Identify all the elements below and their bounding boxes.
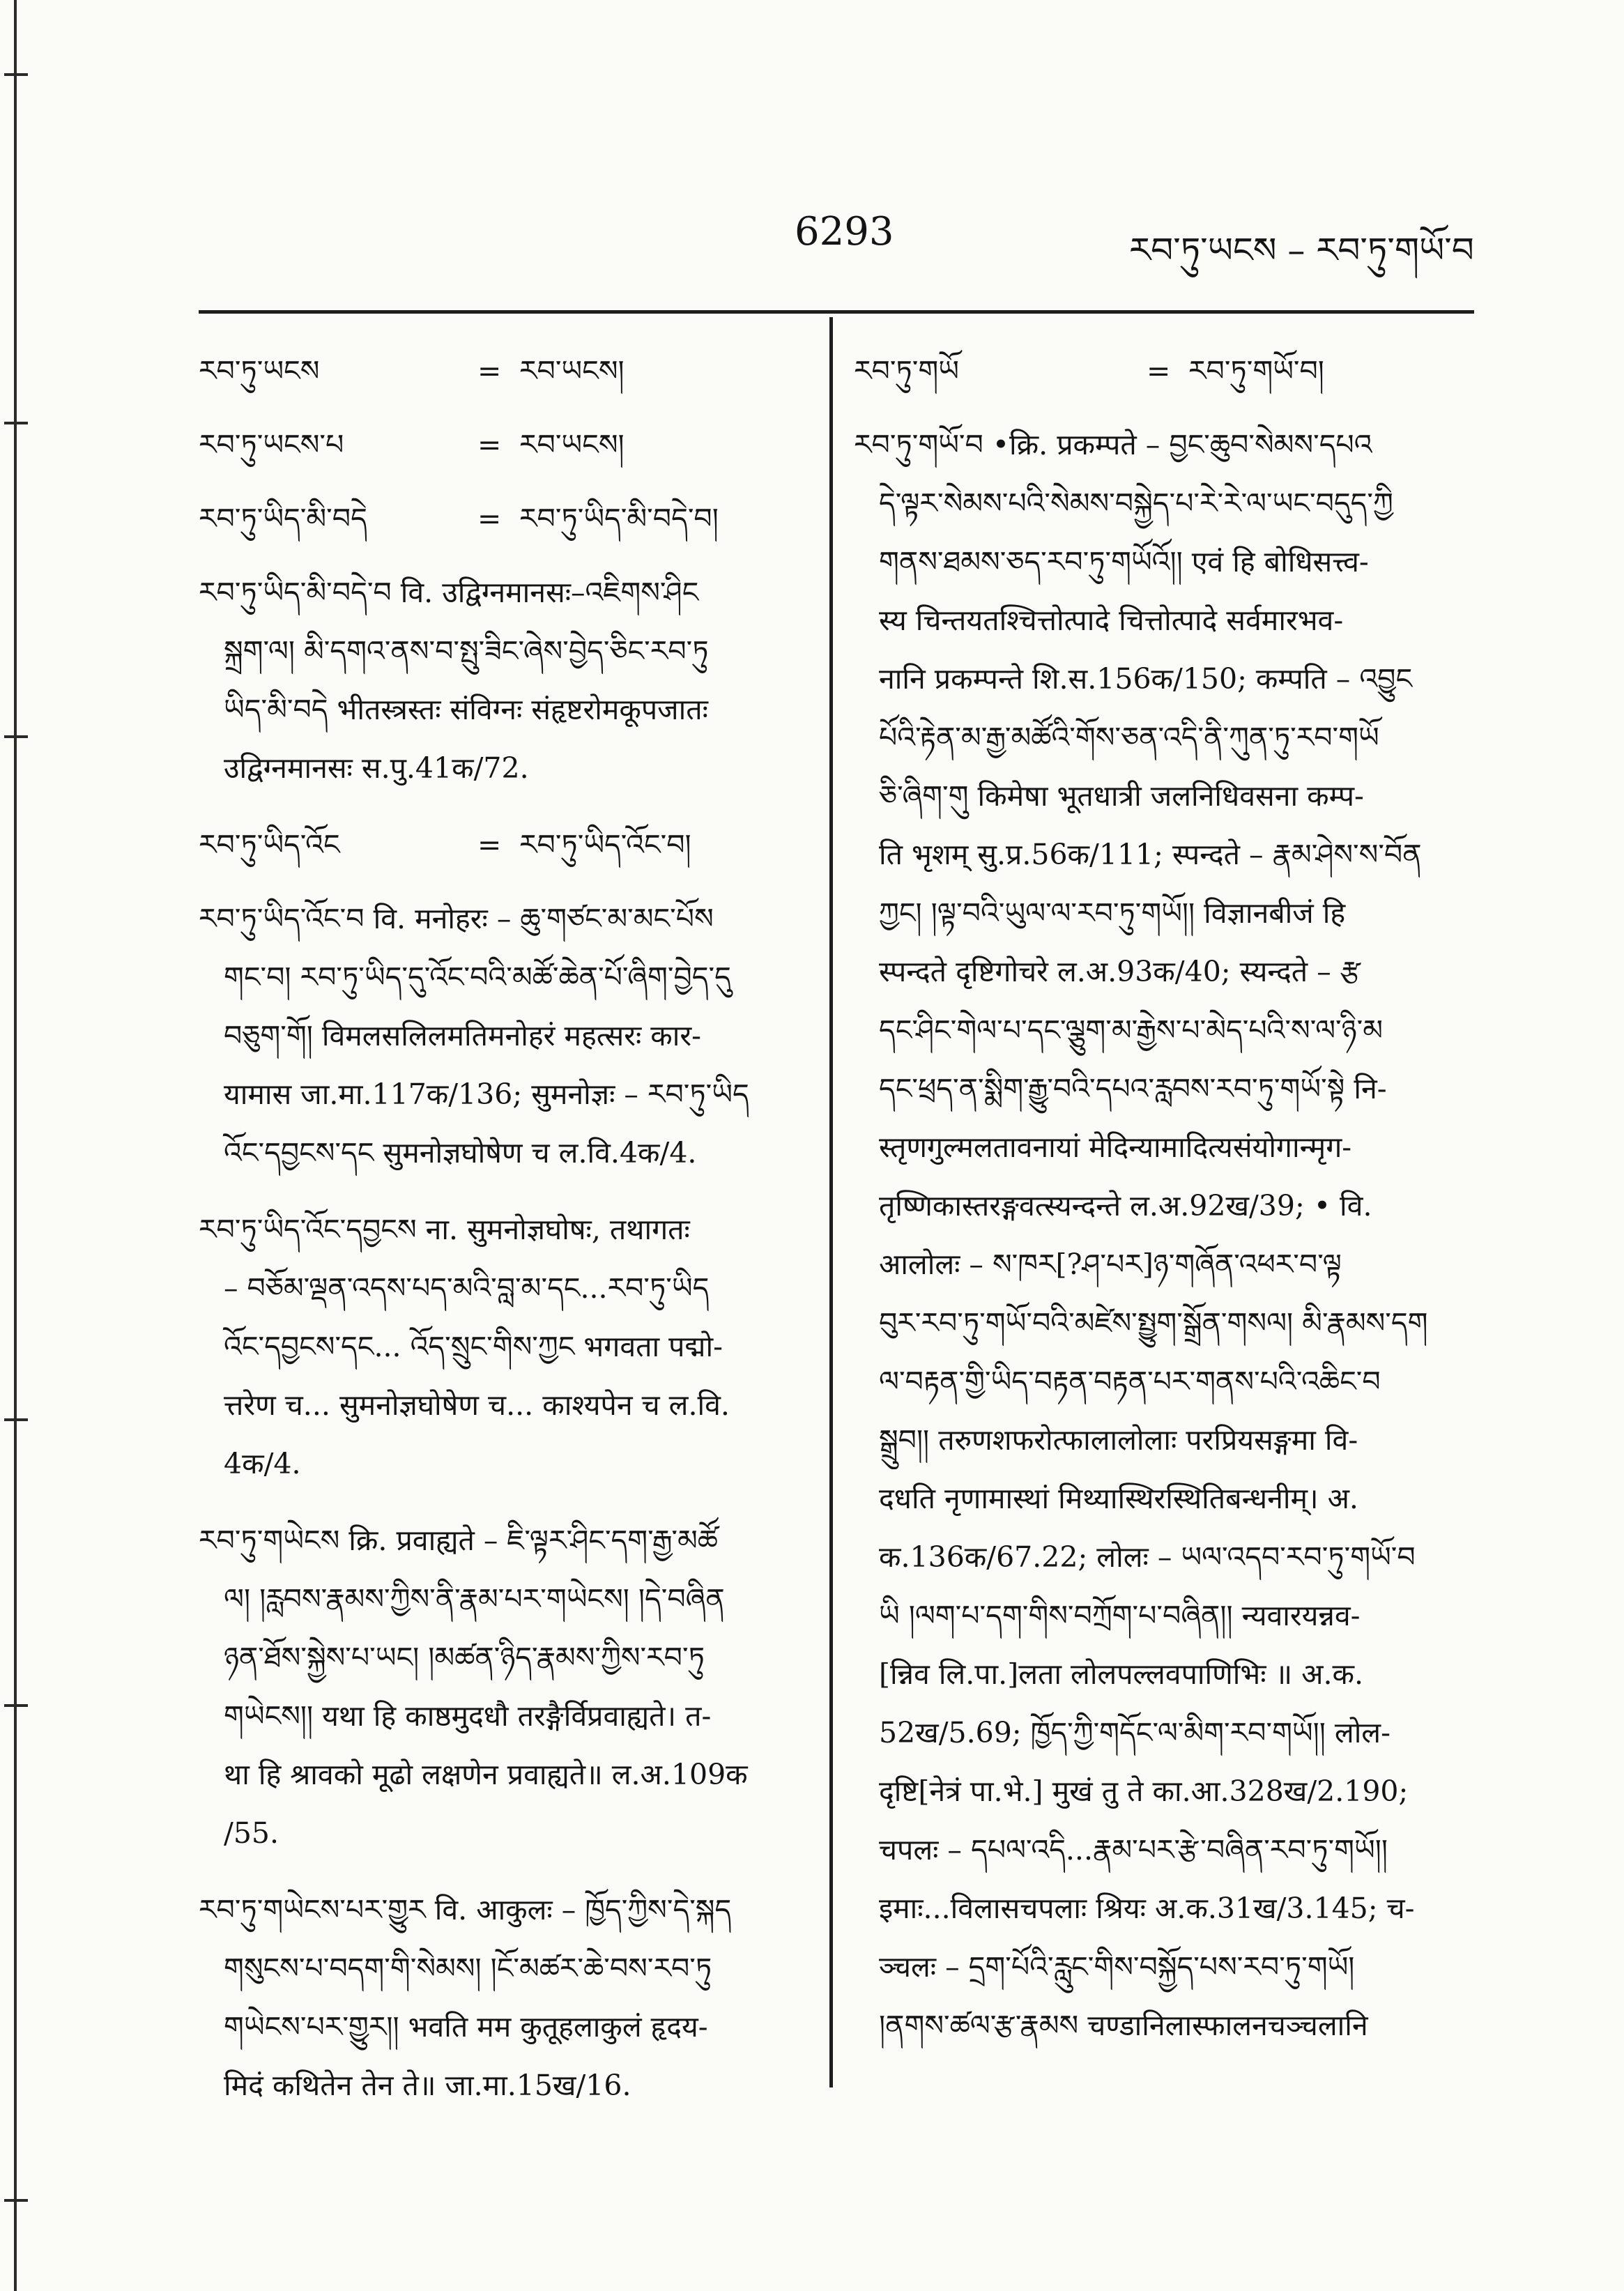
entry-text-line: स्पन्दते दृष्टिगोचरे ल.अ.93क/40; स्यन्दते – རྩ [879, 955, 1361, 988]
entry-text-line: दधति नृणामास्थां मिथ्यास्थिरस्थितिबन्धनीम्। अ. [879, 1482, 1358, 1515]
entry-headline: རབ་ཏུ་ཡིད་འོང་དབྱངས ना. सुमनोज्ञघोषः, तथागतः [199, 1213, 690, 1246]
right-column [854, 342, 1474, 2073]
entry-text-line: དང་ཕྲད་ན་སྨིག་རྒྱུ་བའི་དཔའ་རླབས་རབ་ཏུ་གཡོ་སྟེ नि- [879, 1072, 1387, 1105]
cross-reference-entry [199, 342, 798, 400]
entry-text-line: – བཅོམ་ལྡན་འདས་པད་མའི་བླ་མ་དང...རབ་ཏུ་ཡིད [224, 1271, 710, 1305]
margin-tick [4, 73, 28, 76]
entry-headline: རབ་ཏུ་ཡིད་མི་བདེ་བ वि. उद्विग्नमानसः–འཇིགས་ཤིང [199, 576, 699, 609]
entry-text-line: སྐྲག་ལ། མི་དགའ་ནས་བ་སྤུ་ཟིང་ཞེས་བྱེད་ཅིང་རབ་ཏུ [224, 634, 709, 668]
reference-target: རབ་ཡངས། [519, 354, 625, 388]
entry-headline: རབ་ཏུ་ཡིད་འོང་བ वि. मनोहरः – ཆུ་གཙང་མ་མང་པོས [199, 902, 714, 935]
entry-text-line: ཡིད་མི་བདེ भीतस्त्रस्तः संविग्नः संहृष्टरोमकूपजातः [224, 693, 708, 726]
entry-headline: རབ་ཏུ་གཡེངས་པར་གྱུར वि. आकुलः – ཁྱོད་ཀྱིས་དེ་སྐད [199, 1893, 732, 1926]
dictionary-entry [199, 889, 798, 1182]
reference-target: རབ་ཡངས། [519, 428, 625, 461]
entry-text-line: ཉན་ཐོས་སྐྱེས་པ་ཡང། །མཚན་ཉིད་རྣམས་ཀྱིས་རབ་ཏུ [224, 1641, 705, 1674]
equals-sign: = [477, 828, 502, 861]
entry-text-line: मिदं कथितेन तेन ते॥ जा.मा.15ख/16. [224, 2069, 631, 2102]
headword: རབ་ཏུ་ཡིད་མི་བདེ [199, 502, 367, 535]
entry-text-line: तृष्णिकास्तरङ्गवत्स्यन्दन्ते ल.अ.92ख/39; • वि. [879, 1189, 1372, 1223]
entry-text-line: चपलः – དཔལ་འདི...རྣམ་པར་རྩེ་བཞིན་རབ་ཏུ་གཡོ།། [879, 1833, 1388, 1867]
headword: རབ་ཏུ་ཡངས་པ [199, 428, 344, 461]
column-divider [829, 317, 833, 2087]
entry-text-line: བཅུག་གོ། विमलसलिलमतिमनोहरं महत्सरः कार- [224, 1019, 702, 1052]
entry-text-line: स्य चिन्तयतश्चित्तोत्पादे चित्तोत्पादे सर्वमारभव- [879, 604, 1344, 637]
entry-text-line: གཡེངས་པར་གྱུར།། भवति मम कुतूहलाकुलं हृदय- [224, 2010, 708, 2044]
entry-text-line: उद्विग्नमानसः स.पु.41क/72. [224, 751, 529, 785]
entry-text-line: ལ་བརྟན་གྱི་ཡིད་བརྟན་བརྟན་པར་གནས་པའི་འཆིང་བ [879, 1365, 1381, 1398]
equals-sign: = [1147, 354, 1171, 388]
scan-margin-line [14, 0, 17, 2291]
entry-text-line: འོང་དབྱངས་དང... འོད་སྲུང་གིས་ཀྱང भगवता पद्मो- [224, 1330, 723, 1363]
entry-text-line: आलोलः – ས་ཁར[?ཤ་པར]ཉ་གཞོན་འཕར་བ་ལྟ [879, 1248, 1342, 1281]
equals-sign: = [477, 428, 502, 461]
entry-text-line: དེ་ལྟར་སེམས་པའི་སེམས་བསྐྱེད་པ་རེ་རེ་ལ་ཡང་བདུད་ཀྱི [879, 486, 1393, 520]
entry-text-line: ཀྱང། །ལྟ་བའི་ཡུལ་ལ་རབ་ཏུ་གཡོ།། विज्ञानबीजं हि [879, 896, 1346, 930]
entry-text-line: གཡེངས།། यथा हि काष्ठमुदधौ तरङ्गैर्विप्रवाह्यते। त- [224, 1699, 712, 1733]
dictionary-entry [199, 563, 798, 797]
entry-text-line: གནས་ཐམས་ཅད་རབ་ཏུ་གཡོའོ།། एवं हि बोधिसत्त्व- [879, 545, 1369, 579]
cross-reference-entry [854, 342, 1474, 400]
entry-text-line: त्तरेण च... सुमनोज्ञघोषेण च... काश्यपेन च ल.वि. [224, 1388, 730, 1422]
margin-tick [4, 1704, 28, 1707]
entry-text-line: 4क/4. [224, 1447, 301, 1480]
entry-text-line: /55. [224, 1816, 279, 1850]
page-header [0, 209, 1624, 270]
entry-text-line: སྒྲུབ།། तरुणशफरोत्फालालोलाः परप्रियसङ्गमा वि- [879, 1423, 1358, 1457]
headword: རབ་ཏུ་གཡོ [854, 354, 959, 388]
margin-tick [4, 735, 28, 738]
entry-text-line: །ནགས་ཚལ་རྩ་རྣམས चण्डानिलास्फालनचञ्चलानि [879, 2009, 1368, 2042]
entry-text-line: था हि श्रावको मूढो लक्षणेन प्रवाह्यते॥ ल.अ.109क [224, 1758, 748, 1791]
entry-text-line: གསུངས་པ་བདག་གི་སེམས། །ངོ་མཚར་ཆེ་བས་རབ་ཏུ [224, 1952, 712, 1985]
entry-text-line: नानि प्रकम्पन्ते शि.स.156क/150; कम्पति – འབྱུང [879, 662, 1413, 696]
margin-tick [4, 2199, 28, 2202]
reference-target: རབ་ཏུ་གཡོ་བ། [1188, 354, 1324, 388]
entry-text-line: ལ། །རླབས་རྣམས་ཀྱིས་ནི་རྣམ་པར་གཡེངས། །དེ་བཞིན [224, 1582, 725, 1616]
dictionary-entry [199, 1511, 798, 1862]
entry-text-line: स्तृणगुल्मलतावनायां मेदिन्यामादित्यसंयोगान्मृग- [879, 1131, 1352, 1164]
entry-headline: རབ་ཏུ་གཡེངས क्रि. प्रवाह्यते – ཇི་ལྟར་ཤིང་དག་རྒྱ་མཚོ [199, 1524, 718, 1557]
entry-text-line: པོའི་རྟེན་མ་རྒྱ་མཚོའི་གོས་ཅན་འདི་ནི་ཀུན་ཏུ་རབ་གཡོ [879, 721, 1379, 754]
equals-sign: = [477, 354, 502, 388]
entry-text-line: इमाः...विलासचपलाः श्रियः अ.क.31ख/3.145; च- [879, 1892, 1415, 1925]
cross-reference-entry [199, 489, 798, 548]
reference-target: རབ་ཏུ་ཡིད་མི་བདེ་བ། [519, 502, 719, 535]
header-rule [199, 310, 1474, 314]
headword: རབ་ཏུ་ཡིད་འོང [199, 828, 340, 861]
dictionary-entry [854, 415, 1474, 2055]
margin-tick [4, 1418, 28, 1421]
entry-text-line: ति भृशम् सु.प्र.56क/111; स्पन्दते – རྣམ་ཤེས་ས་བོན [879, 838, 1422, 871]
cross-reference-entry [199, 815, 798, 874]
entry-text-line: ཡི །ལག་པ་དག་གིས་བཀྲོག་པ་བཞིན།། न्यवारयन्नव- [879, 1599, 1361, 1632]
entry-text-line: यामास जा.मा.117क/136; सुमनोज्ञः – རབ་ཏུ་ཡིད [224, 1078, 749, 1111]
cross-reference-entry [199, 415, 798, 474]
entry-text-line: 52ख/5.69; ཁྱོད་ཀྱི་གདོང་ལ་མིག་རབ་གཡོ།། लोल- [879, 1716, 1391, 1749]
entry-headline: རབ་ཏུ་གཡོ་བ •क्रि. प्रकम्पते – བྱང་ཆུབ་སེམས་དཔའ [854, 428, 1372, 461]
entry-text-line: འོང་དབྱངས་དང सुमनोज्ञघोषेण च ल.वि.4क/4. [224, 1136, 697, 1170]
headword: རབ་ཏུ་ཡངས [199, 354, 320, 388]
equals-sign: = [477, 502, 502, 535]
entry-text-line: दृष्टि[नेत्रं पा.भे.] मुखं तु ते का.आ.328ख/2.190; [879, 1775, 1409, 1808]
reference-target: རབ་ཏུ་ཡིད་འོང་བ། [519, 828, 691, 861]
running-head: རབ་ཏུ་ཡངས – རབ་ཏུ་གཡོ་བ [1129, 230, 1474, 270]
dictionary-entry [199, 1880, 798, 2115]
page-number: 6293 [795, 209, 894, 254]
entry-text-line: क.136क/67.22; लोलः – ཡལ་འདབ་རབ་ཏུ་གཡོ་བ [879, 1540, 1416, 1574]
dictionary-entry [199, 1200, 798, 1493]
entry-text-line: [न्निव लि.पा.]लता लोलपल्लवपाणिभिः ॥ अ.क. [879, 1657, 1363, 1691]
entry-text-line: དང་ཤིང་གེལ་པ་དང་ལྕུག་མ་རྒྱེས་པ་མེད་པའི་ས་ལ་ཉི་མ [879, 1013, 1383, 1047]
entry-text-line: ཅི་ཞིག་གུ किमेषा भूतधात्री जलनिधिवसना कम्प- [879, 779, 1364, 813]
entry-text-line: ञ्चलः – དྲག་པོའི་རླུང་གིས་བསྐྱོད་པས་རབ་ཏུ་གཡོ། [879, 1950, 1355, 1984]
margin-tick [4, 422, 28, 424]
entry-text-line: གང་བ། རབ་ཏུ་ཡིད་དུ་འོང་བའི་མཚོ་ཆེན་པོ་ཞིག་བྱེད་དུ [224, 960, 731, 994]
entry-text-line: བུར་རབ་ཏུ་གཡོ་བའི་མཛེས་སྤྱུག་སྒྲོན་གསལ། མི་རྣམས་དག [879, 1306, 1428, 1340]
left-column [199, 342, 798, 2133]
